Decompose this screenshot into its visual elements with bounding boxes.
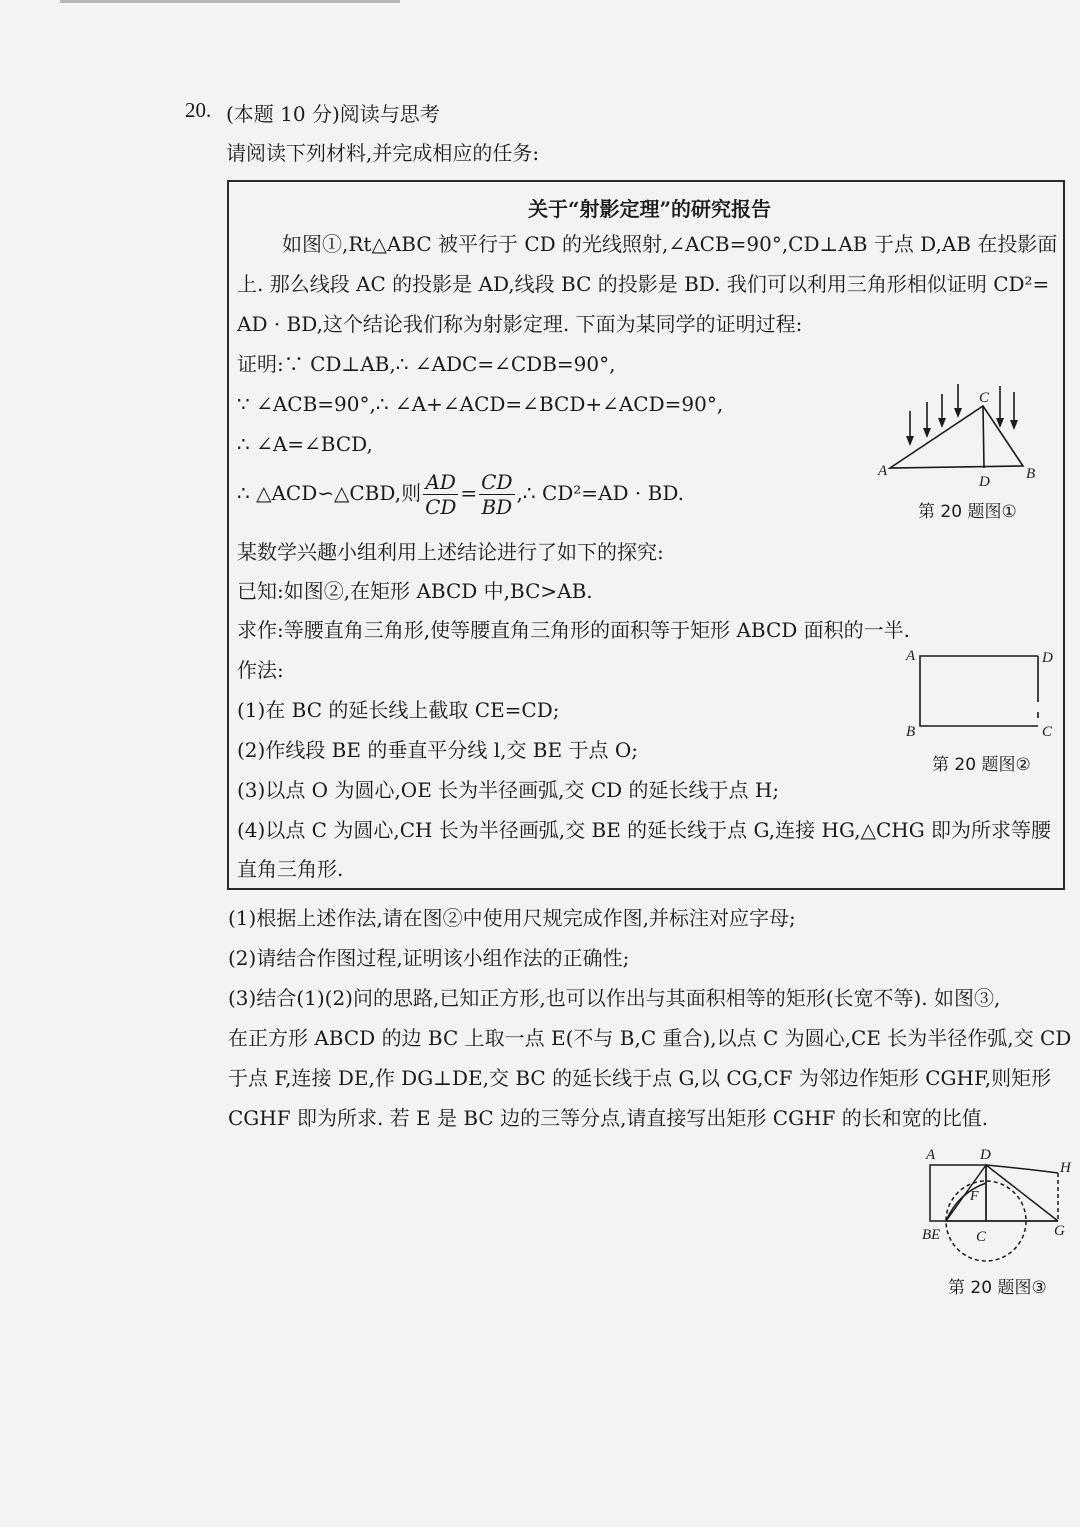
report-para1-line2: 上. 那么线段 AC 的投影是 AD,线段 BC 的投影是 BD. 我们可以利用三角形相似证明 CD²=: [237, 272, 1050, 296]
step-4-line-2: 直角三角形.: [237, 857, 344, 881]
arc-ef: [946, 1183, 986, 1221]
proof-line-4: [237, 470, 684, 519]
explore-line: 某数学兴趣小组利用上述结论进行了如下的探究:: [237, 540, 664, 564]
figure-3-diagram: [918, 1143, 1078, 1268]
proof-line-4-post: ,∴ CD²=AD · BD.: [516, 481, 684, 505]
segment-dg: [986, 1165, 1058, 1221]
fraction-ad-cd: [423, 470, 458, 519]
known-line: 已知:如图②,在矩形 ABCD 中,BC>AB.: [237, 579, 593, 603]
label-be: BE: [922, 1227, 941, 1243]
fraction-cd-bd: [479, 470, 514, 519]
figure-1-diagram: [870, 378, 1045, 493]
label-f: F: [970, 1189, 979, 1204]
label-a: A: [926, 1147, 936, 1163]
fraction-denominator: BD: [481, 495, 513, 519]
task-3-line-4: CGHF 即为所求. 若 E 是 BC 边的三等分点,请直接写出矩形 CGHF 的长和宽的比值.: [228, 1106, 989, 1130]
fraction-equals: =: [460, 481, 478, 505]
question-header: (本题 10 分)阅读与思考: [226, 102, 440, 126]
label-d: D: [980, 1147, 991, 1163]
label-c: C: [1042, 724, 1053, 740]
step-2: (2)作线段 BE 的垂直平分线 l,交 BE 于点 O;: [237, 738, 638, 762]
task-1: (1)根据上述作法,请在图②中使用尺规完成作图,并标注对应字母;: [228, 906, 796, 930]
figure-2-diagram: [900, 644, 1060, 744]
task-2: (2)请结合作图过程,证明该小组作法的正确性;: [228, 946, 630, 970]
figure-2-caption: 第 20 题图②: [932, 755, 1031, 775]
proof-line-2: ∵ ∠ACB=90°,∴ ∠A+∠ACD=∠BCD+∠ACD=90°,: [237, 392, 724, 416]
label-a: A: [878, 463, 888, 479]
proof-line-4-pre: ∴ △ACD∽△CBD,则: [237, 481, 422, 505]
seek-line: 求作:等腰直角三角形,使等腰直角三角形的面积等于矩形 ABCD 面积的一半.: [237, 618, 911, 642]
method-line: 作法:: [237, 658, 284, 682]
label-h: H: [1060, 1160, 1071, 1176]
fraction-denominator: CD: [425, 495, 457, 519]
label-c: C: [979, 390, 990, 406]
task-3-line-3: 于点 F,连接 DE,作 DG⊥DE,交 BC 的延长线于点 G,以 CG,CF 为邻边作矩形 CGHF,则矩形: [228, 1066, 1052, 1090]
report-para1-line3: AD · BD,这个结论我们称为射影定理. 下面为某同学的证明过程:: [237, 312, 803, 336]
task-3-line-1: (3)结合(1)(2)问的思路,已知正方形,也可以作出与其面积相等的矩形(长宽不等). 如图③,: [228, 986, 1001, 1010]
step-4-line-1: (4)以点 C 为圆心,CH 长为半径画弧,交 BE 的延长线于点 G,连接 HG,△CHG 即为所求等腰: [237, 818, 1052, 842]
top-scan-edge: [60, 0, 400, 3]
label-a: A: [906, 648, 916, 664]
proof-line-1: 证明:∵ CD⊥AB,∴ ∠ADC=∠CDB=90°,: [237, 352, 616, 376]
label-c: C: [976, 1229, 987, 1245]
fraction-numerator: AD: [423, 470, 458, 495]
label-b: B: [1026, 466, 1036, 482]
figure-3-caption: 第 20 题图③: [948, 1278, 1047, 1298]
label-d: D: [979, 474, 990, 490]
question-number: 20.: [185, 98, 212, 122]
label-d: D: [1042, 650, 1053, 666]
fraction-numerator: CD: [481, 470, 513, 494]
rectangle-abcd: [920, 656, 1038, 726]
label-b: B: [906, 724, 916, 740]
step-1: (1)在 BC 的延长线上截取 CE=CD;: [237, 698, 560, 722]
question-intro: 请阅读下列材料,并完成相应的任务:: [226, 141, 540, 165]
report-title: 关于“射影定理”的研究报告: [528, 197, 772, 221]
step-3: (3)以点 O 为圆心,OE 长为半径画弧,交 CD 的延长线于点 H;: [237, 778, 780, 802]
figure-1-caption: 第 20 题图①: [918, 502, 1017, 522]
segment-de: [946, 1165, 986, 1221]
task-3-line-2: 在正方形 ABCD 的边 BC 上取一点 E(不与 B,C 重合),以点 C 为圆心,CE 长为半径作弧,交 CD: [228, 1026, 1072, 1050]
segment-cd: [983, 406, 984, 468]
report-para1-line1: 如图①,Rt△ABC 被平行于 CD 的光线照射,∠ACB=90°,CD⊥AB 于点 D,AB 在投影面: [282, 232, 1058, 256]
label-g: G: [1054, 1223, 1065, 1239]
proof-line-3: ∴ ∠A=∠BCD,: [237, 432, 373, 456]
rect-side-fh: [986, 1165, 1058, 1173]
